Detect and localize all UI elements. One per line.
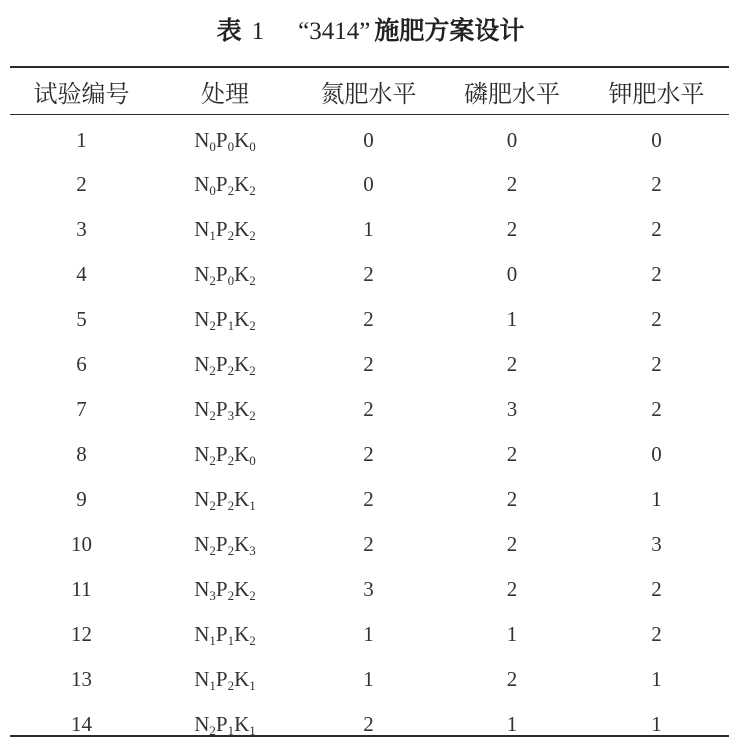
potassium-level-cell: 2: [651, 352, 662, 376]
treatment-element: N: [194, 667, 210, 691]
treatment-level-subscript: 3: [227, 408, 235, 423]
fertilization-scheme-table: [10, 68, 729, 747]
trial-number-cell: 3: [76, 217, 87, 241]
header-nitrogen-level: 氮肥水平: [320, 79, 417, 108]
treatment-cell: [153, 252, 297, 297]
potassium-level-cell: 2: [651, 397, 662, 421]
treatment-cell: [153, 387, 297, 432]
table-row: [10, 342, 729, 387]
header-potassium-level: 钾肥水平: [608, 79, 705, 108]
treatment-level-subscript: 0: [227, 273, 235, 288]
treatment-cell: [153, 297, 297, 342]
treatment-level-subscript: 1: [249, 498, 256, 513]
treatment-element: P: [215, 577, 228, 601]
trial-number-cell: 1: [76, 127, 87, 152]
treatment-level-subscript: 2: [227, 363, 235, 378]
treatment-level-subscript: 2: [227, 588, 235, 603]
table-row: [10, 387, 729, 432]
header-trial-number: 试验编号: [33, 79, 130, 108]
trial-number-cell: 5: [76, 307, 87, 331]
phosphorus-level-cell: 0: [506, 262, 518, 286]
table-row: [10, 252, 729, 297]
potassium-level-cell: 0: [651, 442, 662, 466]
treatment-element: N: [194, 217, 210, 241]
trial-number-cell: 2: [76, 172, 87, 196]
treatment-level-subscript: 1: [227, 318, 235, 333]
treatment-cell: [153, 522, 297, 567]
treatment-element: P: [215, 397, 228, 421]
trial-number-cell: 9: [76, 487, 87, 511]
treatment-element: K: [234, 532, 250, 556]
treatment-level-subscript: 1: [227, 633, 235, 648]
treatment-element: K: [234, 442, 250, 466]
table-body: [10, 114, 729, 747]
caption-label: 表: [216, 16, 242, 45]
phosphorus-level-cell: 1: [506, 622, 518, 646]
nitrogen-level-cell: 2: [363, 532, 374, 556]
treatment-element: P: [215, 307, 228, 331]
treatment-element: P: [215, 172, 228, 196]
treatment-element: K: [234, 487, 250, 511]
treatment-level-subscript: 1: [209, 678, 216, 693]
treatment-cell: [153, 162, 297, 207]
treatment-element: N: [194, 307, 210, 331]
trial-number-cell: 6: [76, 352, 87, 376]
treatment-cell: [153, 342, 297, 387]
table-row: [10, 114, 729, 162]
treatment-level-subscript: 0: [227, 138, 235, 154]
treatment-element: N: [194, 487, 210, 511]
treatment-cell: [153, 612, 297, 657]
treatment-level-subscript: 0: [249, 453, 256, 468]
table-header-row: [10, 68, 729, 114]
treatment-level-subscript: 2: [209, 498, 216, 513]
treatment-level-subscript: 0: [209, 138, 216, 154]
treatment-level-subscript: 1: [249, 723, 256, 738]
treatment-element: P: [215, 217, 228, 241]
treatment-level-subscript: 3: [249, 543, 256, 558]
treatment-level-subscript: 2: [249, 183, 256, 198]
treatment-element: N: [194, 577, 210, 601]
treatment-element: K: [234, 622, 250, 646]
treatment-element: P: [215, 487, 228, 511]
treatment-level-subscript: 2: [249, 633, 256, 648]
treatment-element: K: [234, 307, 250, 331]
treatment-element: K: [234, 577, 250, 601]
treatment-element: P: [215, 352, 228, 376]
potassium-level-cell: 1: [651, 712, 662, 736]
phosphorus-level-cell: 2: [506, 667, 518, 691]
treatment-level-subscript: 2: [227, 678, 235, 693]
treatment-cell: [153, 477, 297, 522]
trial-number-cell: 8: [76, 442, 87, 466]
nitrogen-level-cell: 2: [363, 442, 374, 466]
potassium-level-cell: 1: [651, 487, 662, 511]
caption-number: 1: [251, 18, 265, 45]
nitrogen-level-cell: 1: [363, 667, 374, 691]
treatment-element: N: [194, 622, 210, 646]
nitrogen-level-cell: 2: [363, 712, 374, 736]
treatment-level-subscript: 2: [249, 363, 256, 378]
trial-number-cell: 14: [71, 712, 92, 736]
treatment-level-subscript: 2: [227, 183, 235, 198]
treatment-level-subscript: 2: [209, 453, 216, 468]
treatment-level-subscript: 1: [249, 678, 256, 693]
treatment-element: P: [215, 622, 228, 646]
nitrogen-level-cell: 2: [363, 307, 374, 331]
treatment-element: P: [215, 532, 228, 556]
treatment-level-subscript: 2: [227, 498, 235, 513]
treatment-element: P: [215, 127, 228, 152]
phosphorus-level-cell: 2: [506, 577, 518, 601]
table-caption: [0, 14, 741, 49]
treatment-element: K: [234, 397, 250, 421]
treatment-element: N: [194, 172, 210, 196]
potassium-level-cell: 2: [651, 217, 662, 241]
potassium-level-cell: 2: [651, 262, 662, 286]
treatment-level-subscript: 2: [227, 228, 235, 243]
treatment-element: N: [194, 262, 210, 286]
treatment-element: N: [194, 442, 210, 466]
treatment-level-subscript: 1: [227, 723, 235, 738]
trial-number-cell: 11: [71, 577, 92, 601]
treatment-element: K: [234, 712, 250, 736]
phosphorus-level-cell: 2: [506, 487, 518, 511]
table-row: [10, 297, 729, 342]
potassium-level-cell: 2: [651, 307, 662, 331]
treatment-level-subscript: 2: [249, 588, 256, 603]
treatment-cell: [153, 657, 297, 702]
treatment-level-subscript: 2: [209, 543, 216, 558]
header-treatment: 处理: [201, 79, 249, 108]
nitrogen-level-cell: 2: [363, 487, 374, 511]
table-row: [10, 522, 729, 567]
treatment-level-subscript: 2: [209, 363, 216, 378]
treatment-element: K: [234, 262, 250, 286]
caption-title: 施肥方案设计: [374, 16, 525, 45]
nitrogen-level-cell: 0: [363, 172, 374, 196]
caption-code: “3414”: [298, 18, 371, 45]
phosphorus-level-cell: 2: [506, 442, 518, 466]
table-row: [10, 477, 729, 522]
treatment-level-subscript: 2: [227, 453, 235, 468]
treatment-level-subscript: 2: [249, 228, 256, 243]
treatment-element: P: [215, 262, 228, 286]
treatment-element: N: [194, 712, 210, 736]
table-row: [10, 657, 729, 702]
treatment-level-subscript: 2: [209, 318, 216, 333]
potassium-level-cell: 3: [651, 532, 662, 556]
treatment-cell: [153, 567, 297, 612]
treatment-element: P: [215, 712, 228, 736]
phosphorus-level-cell: 1: [506, 712, 518, 736]
potassium-level-cell: 1: [651, 667, 662, 691]
treatment-cell: [153, 114, 297, 162]
phosphorus-level-cell: 2: [506, 532, 518, 556]
trial-number-cell: 10: [71, 532, 92, 556]
potassium-level-cell: 2: [651, 577, 662, 601]
trial-number-cell: 12: [71, 622, 92, 646]
trial-number-cell: 13: [71, 667, 92, 691]
treatment-element: K: [234, 667, 250, 691]
phosphorus-level-cell: 3: [506, 397, 518, 421]
nitrogen-level-cell: 2: [363, 397, 374, 421]
treatment-level-subscript: 2: [249, 318, 256, 333]
phosphorus-level-cell: 1: [506, 307, 518, 331]
treatment-level-subscript: 2: [249, 408, 256, 423]
treatment-level-subscript: 3: [209, 588, 216, 603]
trial-number-cell: 4: [76, 262, 87, 286]
nitrogen-level-cell: 1: [363, 217, 374, 241]
treatment-level-subscript: 2: [209, 273, 216, 288]
treatment-element: N: [194, 397, 210, 421]
table-row: [10, 162, 729, 207]
treatment-level-subscript: 2: [209, 723, 216, 738]
treatment-cell: [153, 432, 297, 477]
table-row: [10, 567, 729, 612]
treatment-element: N: [194, 352, 210, 376]
treatment-element: N: [194, 532, 210, 556]
treatment-level-subscript: 2: [227, 543, 235, 558]
table-row: [10, 207, 729, 252]
nitrogen-level-cell: 2: [363, 352, 374, 376]
potassium-level-cell: 2: [651, 622, 662, 646]
potassium-level-cell: 2: [651, 172, 662, 196]
treatment-cell: [153, 702, 297, 747]
treatment-level-subscript: 0: [249, 138, 256, 154]
phosphorus-level-cell: 2: [506, 217, 518, 241]
treatment-element: K: [234, 127, 250, 152]
table-row: [10, 612, 729, 657]
treatment-element: N: [194, 127, 210, 152]
treatment-level-subscript: 0: [209, 183, 216, 198]
nitrogen-level-cell: 2: [363, 262, 374, 286]
treatment-level-subscript: 1: [209, 633, 216, 648]
treatment-cell: [153, 207, 297, 252]
treatment-element: K: [234, 217, 250, 241]
trial-number-cell: 7: [76, 397, 87, 421]
potassium-level-cell: 0: [651, 127, 662, 152]
nitrogen-level-cell: 3: [363, 577, 374, 601]
phosphorus-level-cell: 2: [506, 172, 518, 196]
treatment-element: K: [234, 172, 250, 196]
table-row: [10, 432, 729, 477]
treatment-element: P: [215, 442, 228, 466]
header-phosphorus-level: 磷肥水平: [464, 79, 560, 108]
treatment-element: K: [234, 352, 250, 376]
treatment-element: P: [215, 667, 228, 691]
nitrogen-level-cell: 1: [363, 622, 374, 646]
treatment-level-subscript: 1: [209, 228, 216, 243]
phosphorus-level-cell: 2: [506, 352, 518, 376]
phosphorus-level-cell: 0: [506, 127, 518, 152]
treatment-level-subscript: 2: [209, 408, 216, 423]
table-row: [10, 702, 729, 747]
treatment-level-subscript: 2: [249, 273, 256, 288]
nitrogen-level-cell: 0: [363, 127, 374, 152]
